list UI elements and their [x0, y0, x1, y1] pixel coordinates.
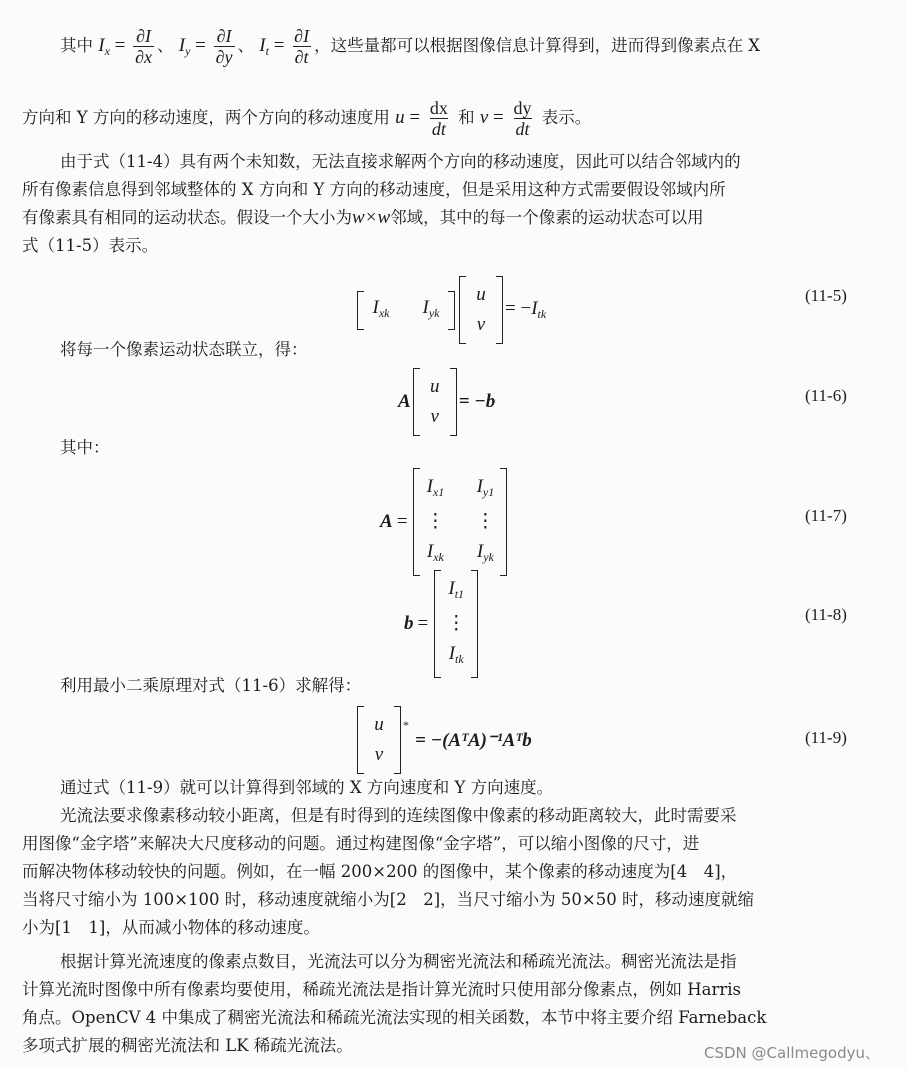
paragraph-line: 多项式扩展的稠密光流法和 LK 稀疏光流法。	[22, 1036, 353, 1055]
equation-number: (11-9)	[805, 728, 847, 747]
fraction: $\frac{\partial I}{\partial x}$	[135, 26, 153, 67]
equation-11-9: u v * = −(AᵀA)⁻¹Aᵀb	[355, 706, 532, 774]
paragraph-line: 小为[1 1]，从而减小物体的移动速度。	[22, 918, 320, 937]
paragraph-line: 由于式（11-4）具有两个未知数，无法直接求解两个方向的移动速度，因此可以结合邻域内的	[60, 152, 741, 171]
paragraph-line: 根据计算光流速度的像素点数目，光流法可以分为稠密光流法和稀疏光流法。稠密光流法是指	[60, 952, 737, 971]
equation-11-6: A u v = −b	[398, 368, 495, 436]
text: 方向和 Y 方向的移动速度，两个方向的移动速度用	[22, 108, 390, 127]
equation-number: (11-6)	[805, 386, 847, 405]
paragraph-line: 将每一个像素运动状态联立，得：	[60, 340, 308, 359]
equation-number: (11-5)	[805, 286, 847, 305]
equation-number: (11-8)	[805, 605, 847, 624]
paragraph-line: 光流法要求像素移动较小距离，但是有时得到的连续图像中像素的移动距离较大，此时需要采	[60, 806, 737, 825]
paragraph-line: 用图像“金字塔”来解决大尺度移动的问题。通过构建图像“金字塔”，可以缩小图像的尺寸，进	[22, 834, 700, 853]
equation-number: (11-7)	[805, 506, 847, 525]
text: ，这些量都可以根据图像信息计算得到，进而得到像素点在 X	[314, 36, 761, 55]
fraction: $\frac{dx}{dt}$	[429, 98, 448, 139]
equation-11-7: A = $I_{x1}$ $I_{y1}$ ⋮ ⋮ $I_{xk}$ $I_{yk}$	[380, 468, 509, 576]
fraction: $\frac{dy}{dt}$	[513, 98, 532, 139]
paragraph-line: 角点。OpenCV 4 中集成了稠密光流法和稀疏光流法实现的相关函数，本节中将主要介绍 Farneback	[22, 1008, 767, 1027]
watermark: CSDN @Callmegodyu、	[704, 1044, 880, 1062]
paragraph-line: 其中：	[60, 438, 110, 457]
text: 其中	[60, 36, 93, 55]
paragraph-line: 方向和 Y 方向的移动速度，两个方向的移动速度用 u = $\frac{dx}{dt}$ 和 v = $\frac{dy}{dt}$ 表示。	[22, 98, 592, 139]
fraction: $\frac{\partial I}{\partial y}$	[215, 26, 233, 67]
paragraph-line: 所有像素信息得到邻域整体的 X 方向和 Y 方向的移动速度，但是采用这种方式需要假设邻域内所	[22, 180, 726, 199]
paragraph-line: 而解决物体移动较快的问题。例如，在一幅 200×200 的图像中，某个像素的移动速度为[4 4]，	[22, 862, 738, 881]
equation-11-8: b = $I_{t1}$ ⋮ $I_{tk}$	[404, 570, 480, 678]
text: 表示。	[541, 108, 592, 127]
paragraph-line: 通过式（11-9）就可以计算得到邻域的 X 方向速度和 Y 方向速度。	[60, 778, 554, 797]
paragraph-line: 当将尺寸缩小为 100×100 时，移动速度就缩小为[2 2]，当尺寸缩小为 50×50 时，移动速度就缩	[22, 890, 754, 909]
equation-11-5: $I_{xk}$ $I_{yk}$ u v = $-I_{tk}$	[355, 276, 546, 344]
paragraph-line: 有像素具有相同的运动状态。假设一个大小为w×w邻域，其中的每一个像素的运动状态可以用	[22, 207, 704, 228]
paragraph-line: 计算光流时图像中所有像素均要使用，稀疏光流法是指计算光流时只使用部分像素点，例如 Harris	[22, 980, 741, 999]
paragraph-line: 式（11-5）表示。	[22, 236, 159, 255]
fraction: $\frac{\partial I}{\partial t}$	[294, 26, 310, 67]
paragraph-line: 其中 $I_x$ = $\frac{\partial I}{\partial x}$ 、 $I_y$ = $\frac{\partial I}{\partial y}$ 、 $I_t$ = $\frac{\partial I}{\partial t}$ ，这些量都可以根据图像信息计算得到，进而得到像素点在 X	[60, 26, 761, 67]
paragraph-line: 利用最小二乘原理对式（11-6）求解得：	[60, 676, 362, 695]
text: 和	[458, 108, 475, 127]
